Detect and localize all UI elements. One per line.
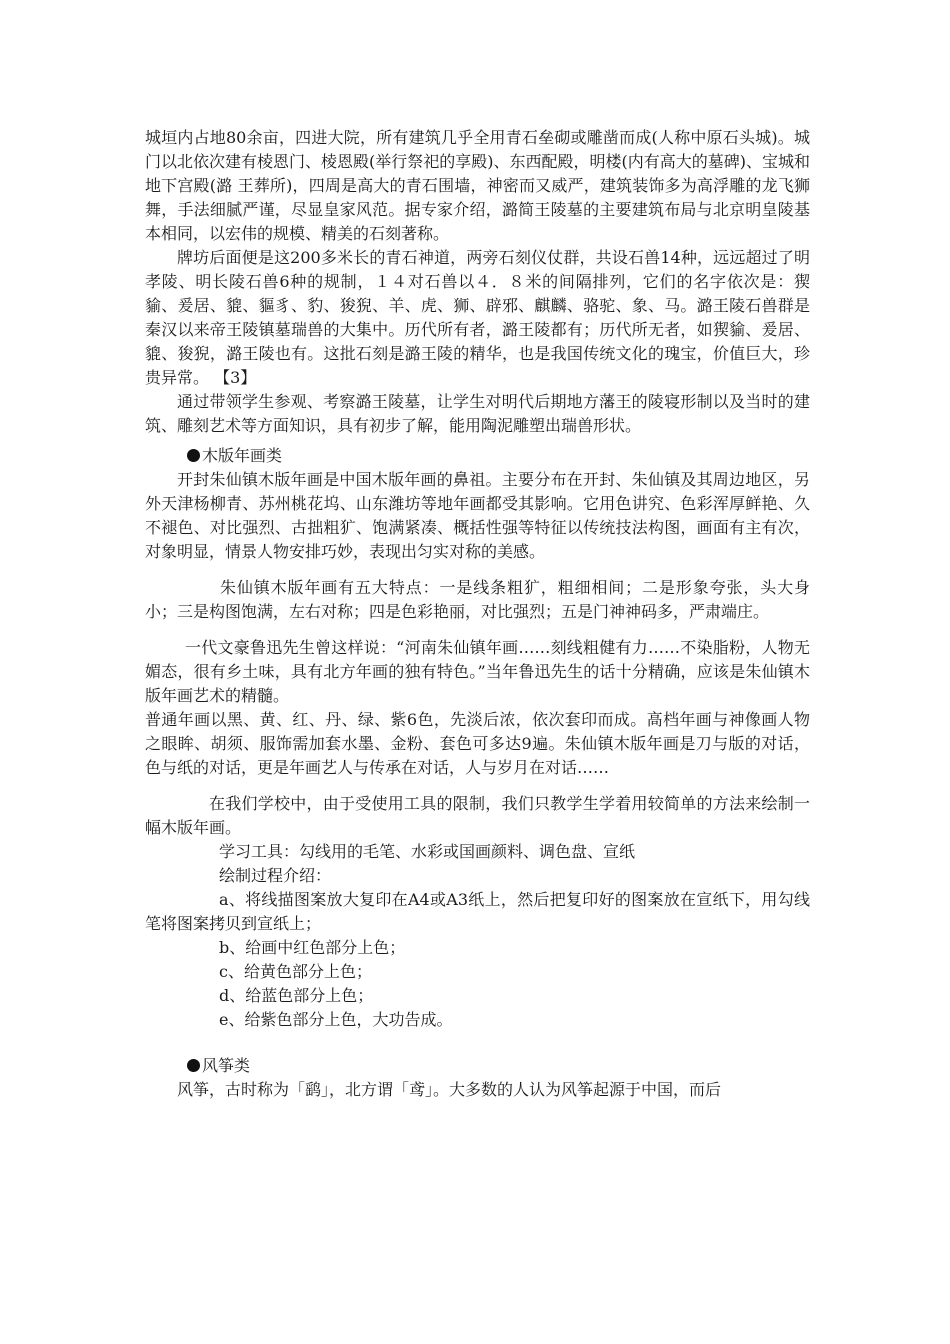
paragraph-five-features: 朱仙镇木版年画有五大特点：一是线条粗犷，粗细相间；二是形象夸张，头大身小；三是构图饱满，左右对称；四是色彩艳丽，对比强烈；五是门神神码多，严肃端庄。 xyxy=(145,578,810,621)
paragraph-luxun-quote: 一代文豪鲁迅先生曾这样说：“河南朱仙镇年画……刻线粗健有力……不染脂粉，人物无媚态，很有乡土味，具有北方年画的独有特色。”当年鲁迅先生的话十分精确，应该是朱仙镇木版年画艺术的精髓。 xyxy=(145,638,810,705)
paragraph-kite-origin: 风筝，古时称为「鹞」，北方谓「鸢」。大多数的人认为风筝起源于中国，而后 xyxy=(177,1080,722,1099)
tools-line: 学习工具：勾线用的毛笔、水彩或国画颜料、调色盘、宣纸 xyxy=(219,842,636,861)
process-intro: 绘制过程介绍： xyxy=(219,866,332,885)
step-d: d、给蓝色部分上色； xyxy=(219,986,374,1005)
step-e: e、给紫色部分上色，大功告成。 xyxy=(219,1010,453,1029)
document-page xyxy=(145,126,810,1102)
bullet-icon xyxy=(187,1059,200,1072)
step-b: b、给画中红色部分上色； xyxy=(219,938,406,957)
step-a: a、将线描图案放大复印在A4或A3纸上，然后把复印好的图案放在宣纸下，用勾线笔将图案拷贝到宣纸上； xyxy=(145,890,810,933)
section-heading-woodblock xyxy=(145,444,810,468)
paragraph-stone-beasts: 牌坊后面便是这200多米长的青石神道，两旁石刻仪仗群，共设石兽14种，远远超过了明孝陵、明长陵石兽6种的规制，１４对石兽以４．８米的间隔排列，它们的名字依次是：猰貐、爰居、貔、貙豸、豹、狻猊、羊、虎、狮、辟邪、麒麟、骆驼、象、马。潞王陵石兽群是秦汉以来帝王陵镇墓瑞兽的大集中。历代所有者，潞王陵都有；历代所无者，如猰貐、爰居、貔、狻猊，潞王陵也有。这批石刻是潞王陵的精华，也是我国传统文化的瑰宝，价值巨大，珍贵异常。 【3】 xyxy=(145,248,810,387)
paragraph-printing-process: 普通年画以黑、黄、红、丹、绿、紫6色，先淡后浓，依次套印而成。高档年画与神像画人物之眼眸、胡须、服饰需加套水墨、金粉、套色可多达9遍。朱仙镇木版年画是刀与版的对话，色与纸的对话，更是年画艺人与传承在对话，人与岁月在对话…… xyxy=(145,710,810,777)
bullet-icon xyxy=(187,449,200,462)
paragraph-school-method: 在我们学校中，由于受使用工具的限制，我们只教学生学着用较简单的方法来绘制一幅木版年画。 xyxy=(145,794,810,837)
paragraph-luwang-tomb-layout: 城垣内占地80余亩，四进大院，所有建筑几乎全用青石垒砌或雕凿而成(人称中原石头城)。城门以北依次建有棱恩门、棱恩殿(举行祭祀的享殿)、东西配殿，明楼(内有高大的墓碑)、宝城和地下宫殿(潞 王葬所)，四周是高大的青石围墙，神密而又威严，建筑装饰多为高浮雕的龙飞狮舞，手法细腻严谨，尽显皇家风范。据专家介绍，潞简王陵墓的主要建筑布局与北京明皇陵基本相同，以宏伟的规模、精美的石刻著称。 xyxy=(145,128,810,243)
step-c: c、给黄色部分上色； xyxy=(219,962,372,981)
steps-list xyxy=(145,840,810,1032)
paragraph-teaching-goal: 通过带领学生参观、考察潞王陵墓，让学生对明代后期地方藩王的陵寝形制以及当时的建筑、雕刻艺术等方面知识，具有初步了解，能用陶泥雕塑出瑞兽形状。 xyxy=(145,392,810,435)
paragraph-zhuxian-intro: 开封朱仙镇木版年画是中国木版年画的鼻祖。主要分布在开封、朱仙镇及其周边地区，另外天津杨柳青、苏州桃花坞、山东潍坊等地年画都受其影响。它用色讲究、色彩浑厚鲜艳、久不褪色、对比强烈、古拙粗犷、饱满紧凑、概括性强等特征以传统技法构图，画面有主有次，对象明显，情景人物安排巧妙，表现出匀实对称的美感。 xyxy=(145,470,810,561)
section-heading-kite xyxy=(145,1054,810,1078)
section-heading-woodblock-label: 木版年画类 xyxy=(202,446,283,465)
section-heading-kite-label: 风筝类 xyxy=(202,1056,251,1075)
